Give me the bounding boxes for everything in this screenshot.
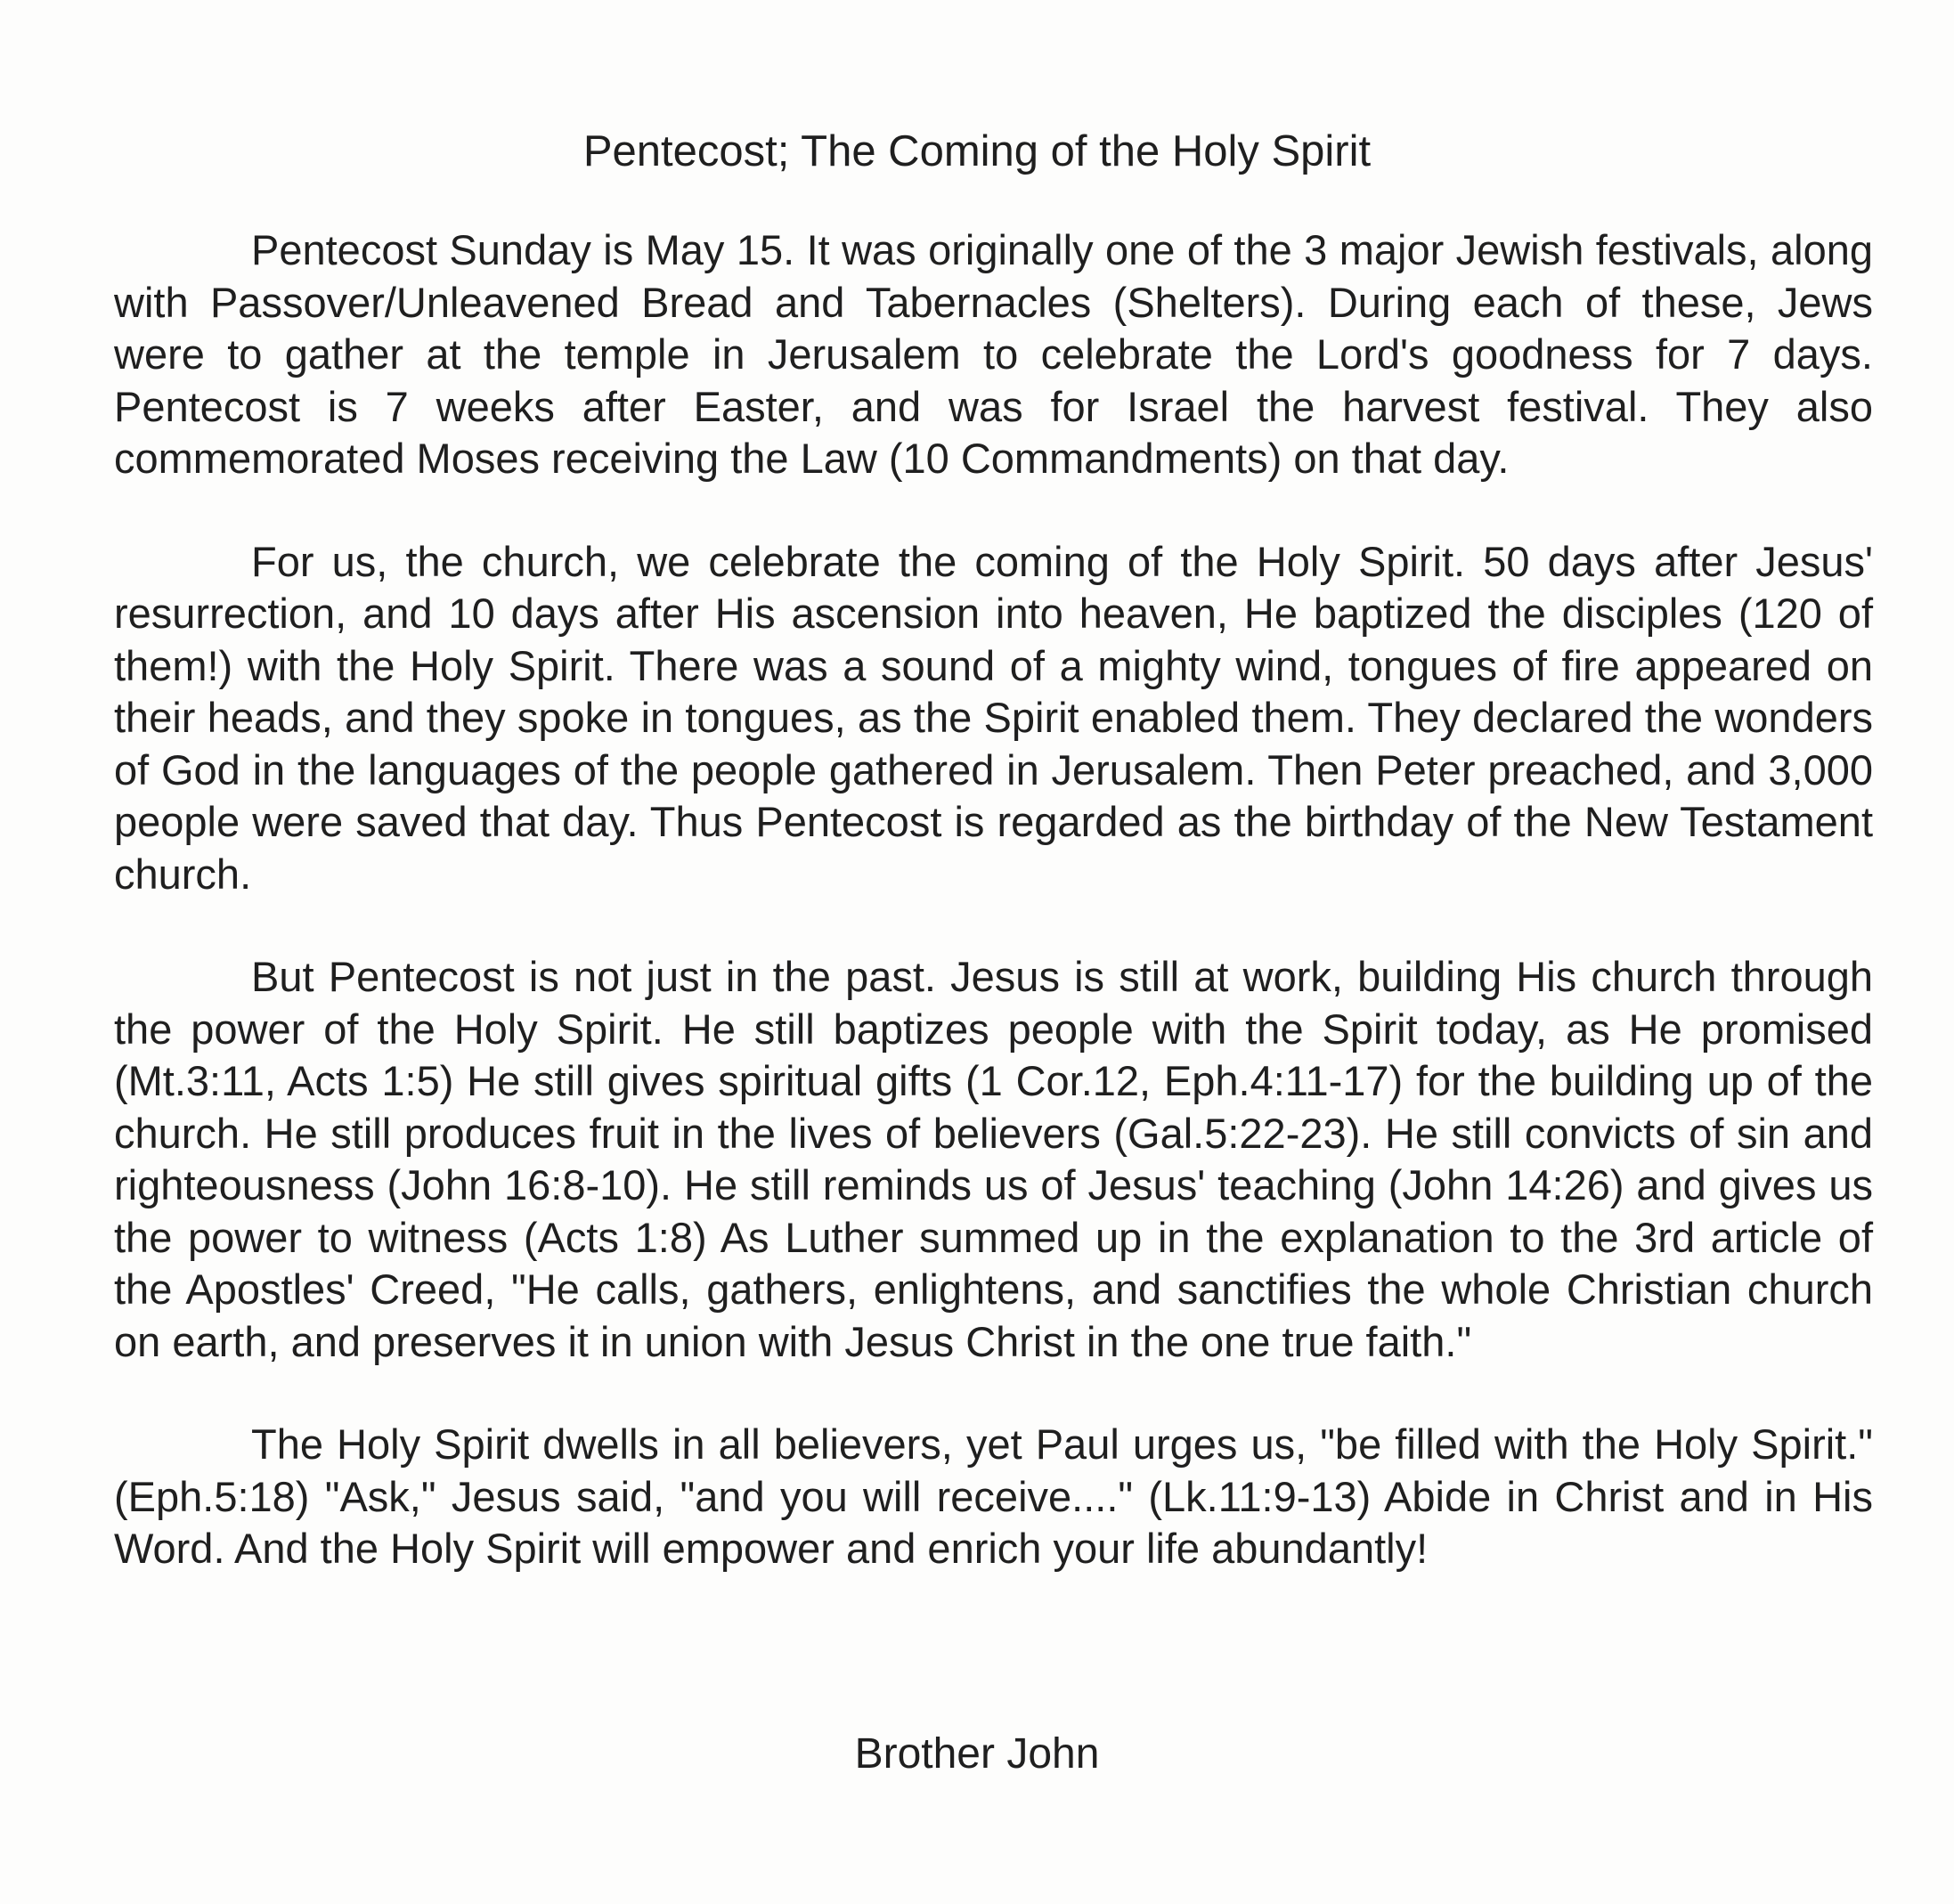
paragraph-1: Pentecost Sunday is May 15. It was originally one of the 3 major Jewish festivals, along with Passover/Unleavened Bread and Tabernacles (Shelters). During each of these, Jews were to gather at the temple in Jerusalem to celebrate the Lord's goodness for 7 days. Pentecost is 7 weeks after Easter, and was for Israel the harvest festival. They also commemorated Moses receiving the Law (10 Commandments) on that day. bbox=[114, 226, 1873, 482]
paragraph-2: For us, the church, we celebrate the coming of the Holy Spirit. 50 days after Jesus' resurrection, and 10 days after His ascension into heaven, He baptized the disciples (120 of them!) with the Holy Spirit. There was a sound of a mighty wind, tongues of fire appeared on their heads, and they spoke in tongues, as the Spirit enabled them. They declared the wonders of God in the languages of the people gathered in Jerusalem. Then Peter preached, and 3,000 people were saved that day. Thus Pentecost is regarded as the birthday of the New Testament church. bbox=[114, 537, 1873, 898]
document-body bbox=[114, 224, 1873, 1626]
signature: Brother John bbox=[854, 1730, 1100, 1778]
document-title: Pentecost; The Coming of the Holy Spirit bbox=[582, 127, 1372, 175]
paragraph-4: The Holy Spirit dwells in all believers, yet Paul urges us, "be filled with the Holy Spirit." (Eph.5:18) "Ask," Jesus said, "and you will receive...." (Lk.11:9-13) Abide in Christ and in His Word. And the Holy Spirit will empower and enrich your life abundantly! bbox=[114, 1420, 1873, 1572]
paragraph-3: But Pentecost is not just in the past. Jesus is still at work, building His church through the power of the Holy Spirit. He still baptizes people with the Spirit today, as He promised (Mt.3:11, Acts 1:5) He still gives spiritual gifts (1 Cor.12, Eph.4:11-17) for the building up of the church. He still produces fruit in the lives of believers (Gal.5:22-23). He still convicts of sin and righteousness (John 16:8-10). He still reminds us of Jesus' teaching (John 14:26) and gives us the power to witness (Acts 1:8) As Luther summed up in the explanation to the 3rd article of the Apostles' Creed, "He calls, gathers, enlightens, and sanctifies the whole Christian church on earth, and preserves it in union with Jesus Christ in the one true faith." bbox=[114, 953, 1873, 1365]
